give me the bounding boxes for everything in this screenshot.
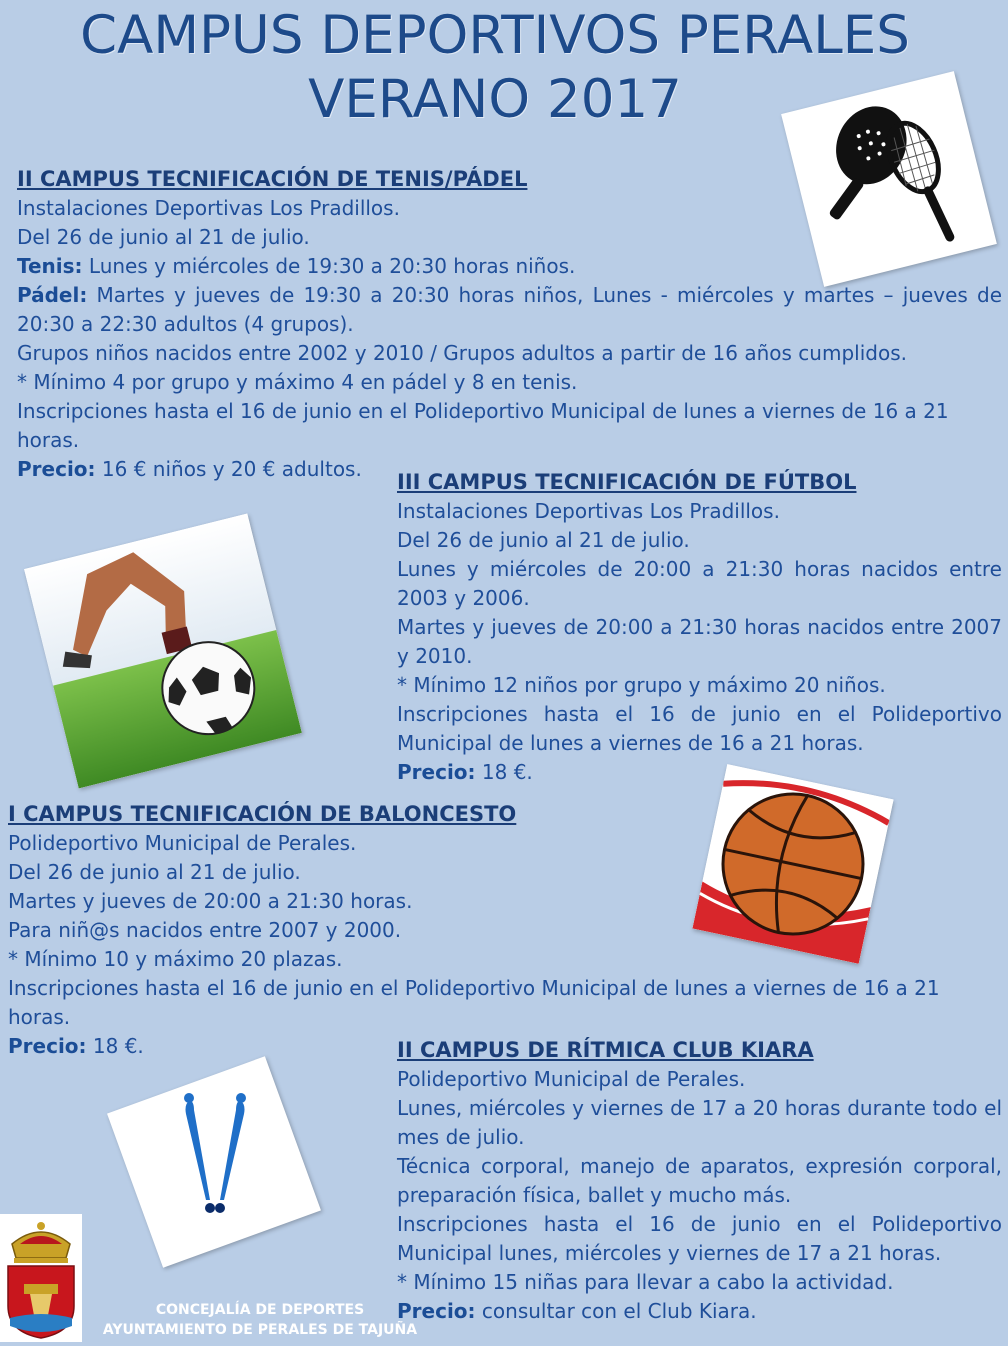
ritmica-venue: Polideportivo Municipal de Perales. bbox=[397, 1067, 746, 1091]
futbol-price-text: 18 €. bbox=[475, 760, 533, 784]
tenis-minimum: * Mínimo 4 por grupo y máximo 4 en pádel y 8 en tenis. bbox=[17, 370, 578, 394]
ritmica-schedule: Lunes, miércoles y viernes de 17 a 20 horas durante todo el mes de julio. bbox=[397, 1096, 1002, 1149]
tenis-label: Tenis: bbox=[17, 254, 83, 278]
tenis-price-text: 16 € niños y 20 € adultos. bbox=[95, 457, 362, 481]
town-crest-icon bbox=[0, 1214, 82, 1342]
baloncesto-section bbox=[8, 800, 998, 1061]
futbol-price bbox=[397, 758, 1002, 787]
tenis-dates: Del 26 de junio al 21 de julio. bbox=[17, 225, 310, 249]
footer-department: CONCEJALÍA DE DEPORTES bbox=[155, 1302, 365, 1318]
football-player-icon bbox=[24, 514, 302, 789]
tenis-groups: Grupos niños nacidos entre 2002 y 2010 / Grupos adultos a partir de 16 años cumplidos. bbox=[17, 341, 907, 365]
tenis-padel-heading: II CAMPUS TECNIFICACIÓN DE TENIS/PÁDEL bbox=[17, 167, 528, 191]
baloncesto-inscripciones: Inscripciones hasta el 16 de junio en el Polideportivo Municipal de lunes a viernes de 16 a 21 horas. bbox=[8, 976, 940, 1029]
padel-schedule-text: Martes y jueves de 19:30 a 20:30 horas niños, Lunes - miércoles y martes – jueves de 20:30 a 22:30 adultos (4 grupos). bbox=[17, 283, 1002, 336]
futbol-inscripciones: Inscripciones hasta el 16 de junio en el Polideportivo Municipal de lunes a viernes de 16 a 21 horas. bbox=[397, 702, 1002, 755]
baloncesto-price-text: 18 €. bbox=[86, 1034, 144, 1058]
futbol-dates: Del 26 de junio al 21 de julio. bbox=[397, 528, 690, 552]
tenis-schedule bbox=[17, 252, 1002, 281]
padel-label: Pádel: bbox=[17, 283, 88, 307]
tenis-inscripciones: Inscripciones hasta el 16 de junio en el Polideportivo Municipal de lunes a viernes de 16 a 21 horas. bbox=[17, 399, 949, 452]
ritmica-price-text: consultar con el Club Kiara. bbox=[475, 1299, 757, 1323]
baloncesto-schedule: Martes y jueves de 20:00 a 21:30 horas. bbox=[8, 889, 413, 913]
baloncesto-minimum: * Mínimo 10 y máximo 20 plazas. bbox=[8, 947, 343, 971]
baloncesto-dates: Del 26 de junio al 21 de julio. bbox=[8, 860, 301, 884]
baloncesto-heading: I CAMPUS TECNIFICACIÓN DE BALONCESTO bbox=[8, 802, 517, 826]
tenis-padel-section bbox=[17, 165, 1002, 484]
futbol-price-label: Precio: bbox=[397, 760, 476, 784]
footer-council: AYUNTAMIENTO DE PERALES DE TAJUÑA bbox=[102, 1322, 418, 1338]
futbol-schedule-2: Martes y jueves de 20:00 a 21:30 horas nacidos entre 2007 y 2010. bbox=[397, 615, 1002, 668]
title-line-1: CAMPUS DEPORTIVOS PERALES bbox=[80, 5, 910, 66]
ritmica-minimum: * Mínimo 15 niñas para llevar a cabo la actividad. bbox=[397, 1270, 894, 1294]
ritmica-price bbox=[397, 1297, 1002, 1326]
ritmica-inscripciones: Inscripciones hasta el 16 de junio en el Polideportivo Municipal lunes, miércoles y viernes de 17 a 21 horas. bbox=[397, 1212, 1002, 1265]
title-line-2: VERANO 2017 bbox=[308, 69, 682, 130]
futbol-section bbox=[397, 468, 1002, 787]
futbol-heading: III CAMPUS TECNIFICACIÓN DE FÚTBOL bbox=[397, 470, 857, 494]
baloncesto-venue: Polideportivo Municipal de Perales. bbox=[8, 831, 357, 855]
baloncesto-for: Para niñ@s nacidos entre 2007 y 2000. bbox=[8, 918, 402, 942]
futbol-minimum: * Mínimo 12 niños por grupo y máximo 20 niños. bbox=[397, 673, 886, 697]
tenis-price-label: Precio: bbox=[17, 457, 96, 481]
tenis-schedule-text: Lunes y miércoles de 19:30 a 20:30 horas niños. bbox=[82, 254, 576, 278]
footer bbox=[80, 1300, 440, 1340]
futbol-schedule-1: Lunes y miércoles de 20:00 a 21:30 horas nacidos entre 2003 y 2006. bbox=[397, 557, 1002, 610]
ritmica-heading: II CAMPUS DE RÍTMICA CLUB KIARA bbox=[397, 1038, 814, 1062]
futbol-venue: Instalaciones Deportivas Los Pradillos. bbox=[397, 499, 780, 523]
ritmica-section bbox=[397, 1036, 1002, 1326]
ritmica-content: Técnica corporal, manejo de aparatos, expresión corporal, preparación física, ballet y mucho más. bbox=[397, 1154, 1002, 1207]
rhythmic-clubs-icon bbox=[107, 1056, 321, 1268]
tenis-venue: Instalaciones Deportivas Los Pradillos. bbox=[17, 196, 400, 220]
padel-schedule bbox=[17, 281, 1002, 339]
baloncesto-price-label: Precio: bbox=[8, 1034, 87, 1058]
ritmica-price-label: Precio: bbox=[397, 1299, 476, 1323]
